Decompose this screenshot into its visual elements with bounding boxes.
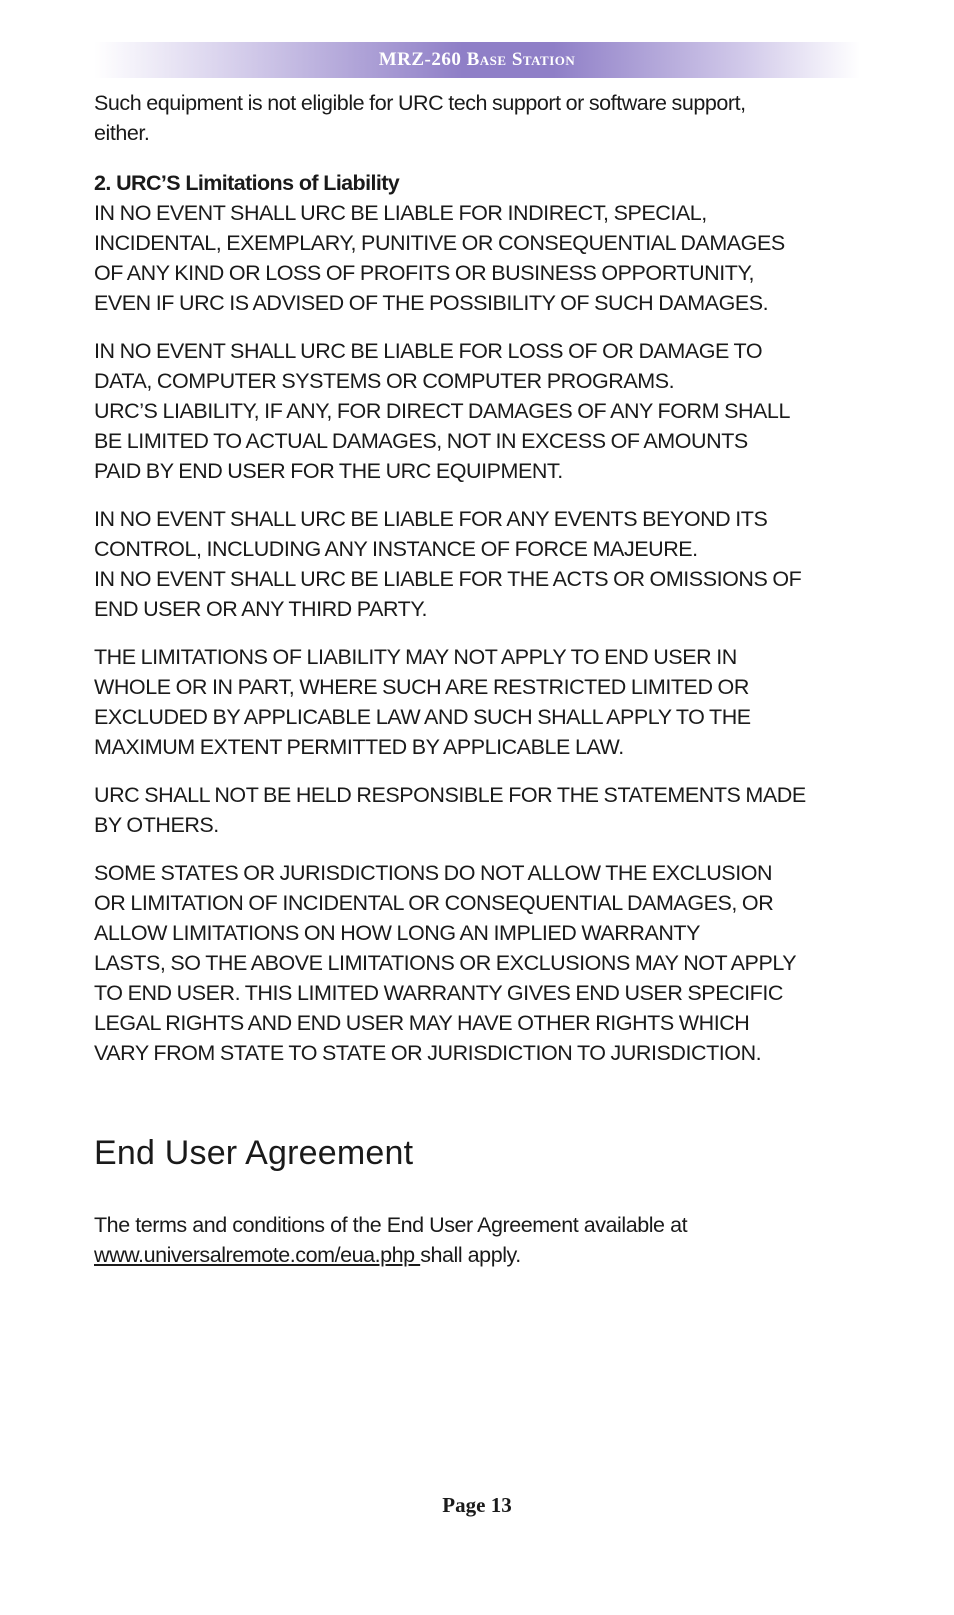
liability-paragraph-2	[94, 336, 854, 486]
text-line: either.	[94, 121, 150, 145]
intro-paragraph	[94, 88, 854, 148]
text-line: URC SHALL NOT BE HELD RESPONSIBLE FOR THE STATEMENTS MADE	[94, 783, 806, 807]
eua-link-line	[94, 1240, 854, 1270]
text-line: VARY FROM STATE TO STATE OR JURISDICTION TO JURISDICTION.	[94, 1041, 762, 1065]
text-line: OR LIMITATION OF INCIDENTAL OR CONSEQUENTIAL DAMAGES, OR	[94, 891, 774, 915]
text-line: DATA, COMPUTER SYSTEMS OR COMPUTER PROGRAMS.	[94, 369, 675, 393]
text-line: Such equipment is not eligible for URC tech support or software support,	[94, 91, 746, 115]
text-line: MAXIMUM EXTENT PERMITTED BY APPLICABLE LAW.	[94, 735, 624, 759]
text-line: WHOLE OR IN PART, WHERE SUCH ARE RESTRICTED LIMITED OR	[94, 675, 749, 699]
text-line: THE LIMITATIONS OF LIABILITY MAY NOT APPLY TO END USER IN	[94, 645, 737, 669]
text-line: LASTS, SO THE ABOVE LIMITATIONS OR EXCLUSIONS MAY NOT APPLY	[94, 951, 797, 975]
eua-paragraph	[94, 1210, 854, 1270]
text-line: SOME STATES OR JURISDICTIONS DO NOT ALLOW THE EXCLUSION	[94, 861, 773, 885]
section-heading: 2. URC’S Limitations of Liability	[94, 171, 400, 195]
text-line: INCIDENTAL, EXEMPLARY, PUNITIVE OR CONSEQUENTIAL DAMAGES	[94, 231, 785, 255]
text-line: IN NO EVENT SHALL URC BE LIABLE FOR LOSS OF OR DAMAGE TO	[94, 339, 763, 363]
liability-paragraph-1	[94, 198, 854, 318]
text-line: BE LIMITED TO ACTUAL DAMAGES, NOT IN EXCESS OF AMOUNTS	[94, 429, 748, 453]
text-line: PAID BY END USER FOR THE URC EQUIPMENT.	[94, 459, 563, 483]
eua-heading: End User Agreement	[94, 1134, 414, 1172]
liability-paragraph-4	[94, 642, 854, 762]
liability-paragraph-3	[94, 504, 854, 624]
text-line: TO END USER. THIS LIMITED WARRANTY GIVES END USER SPECIFIC	[94, 981, 783, 1005]
text-line: EVEN IF URC IS ADVISED OF THE POSSIBILITY OF SUCH DAMAGES.	[94, 291, 769, 315]
text-line: OF ANY KIND OR LOSS OF PROFITS OR BUSINESS OPPORTUNITY,	[94, 261, 755, 285]
text-line: END USER OR ANY THIRD PARTY.	[94, 597, 427, 621]
liability-paragraph-6	[94, 858, 854, 1068]
text-line: IN NO EVENT SHALL URC BE LIABLE FOR THE ACTS OR OMISSIONS OF	[94, 567, 802, 591]
header-title: MRZ-260 Base Station	[378, 49, 576, 70]
text-line: IN NO EVENT SHALL URC BE LIABLE FOR ANY EVENTS BEYOND ITS	[94, 507, 768, 531]
text-line: IN NO EVENT SHALL URC BE LIABLE FOR INDIRECT, SPECIAL,	[94, 201, 707, 225]
text-line: EXCLUDED BY APPLICABLE LAW AND SUCH SHALL APPLY TO THE	[94, 705, 751, 729]
page-number: Page 13	[442, 1493, 512, 1517]
liability-paragraph-5	[94, 780, 854, 840]
text-line: CONTROL, INCLUDING ANY INSTANCE OF FORCE MAJEURE.	[94, 537, 698, 561]
text-line: LEGAL RIGHTS AND END USER MAY HAVE OTHER RIGHTS WHICH	[94, 1011, 750, 1035]
eua-after-link-text: shall apply.	[420, 1243, 521, 1267]
text-line: URC’S LIABILITY, IF ANY, FOR DIRECT DAMAGES OF ANY FORM SHALL	[94, 399, 790, 423]
text-line: ALLOW LIMITATIONS ON HOW LONG AN IMPLIED WARRANTY	[94, 921, 700, 945]
eua-link[interactable]: www.universalremote.com/eua.php	[94, 1243, 421, 1267]
eua-text-line: The terms and conditions of the End User Agreement available at	[94, 1213, 688, 1237]
text-line: BY OTHERS.	[94, 813, 219, 837]
header-bar	[94, 42, 860, 78]
document-body	[94, 88, 854, 1086]
